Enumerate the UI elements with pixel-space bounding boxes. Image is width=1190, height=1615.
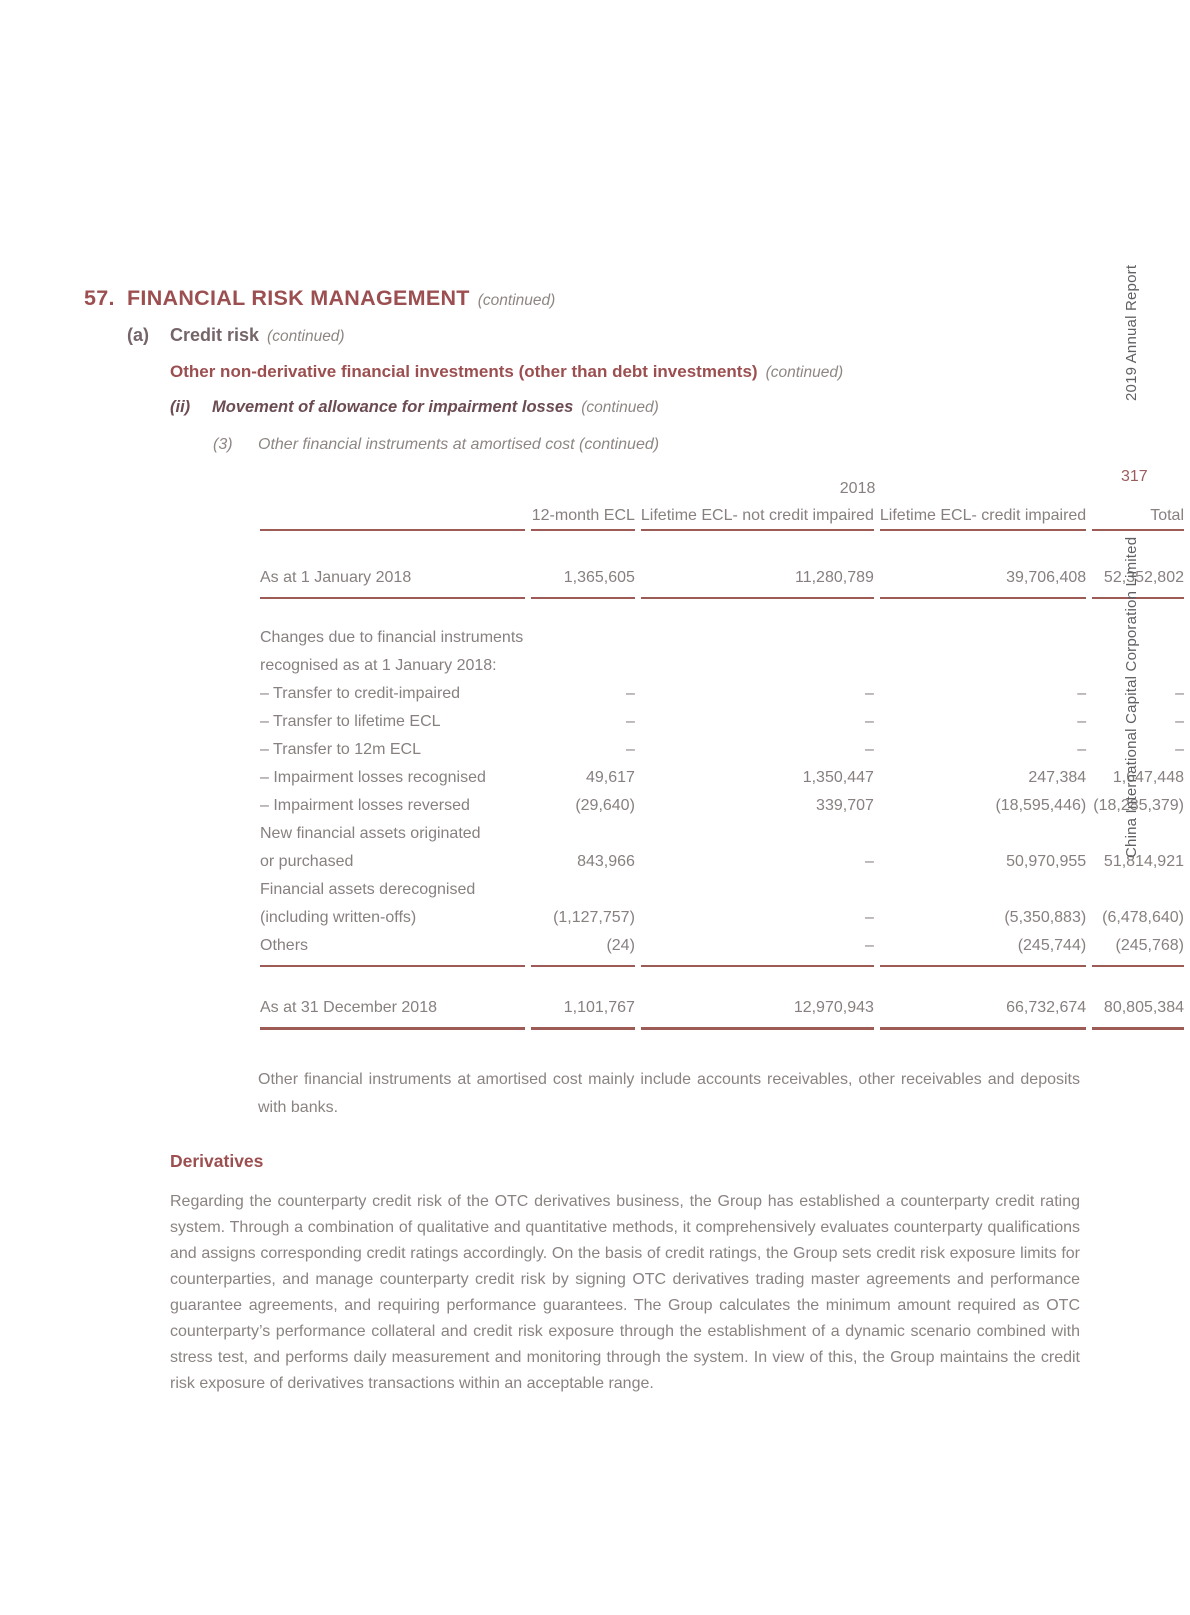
table-row bbox=[260, 623, 1184, 651]
row-label: or purchased bbox=[260, 853, 354, 870]
movement-title: Movement of allowance for impairment losses bbox=[212, 398, 574, 416]
section-heading bbox=[84, 286, 1190, 311]
column-header: 12-month ECL bbox=[531, 502, 635, 531]
row-label: As at 1 January 2018 bbox=[260, 563, 525, 599]
instrument-number: (3) bbox=[213, 436, 233, 453]
table-row: or purchased 843,966 – 50,970,955 51,814,921 bbox=[260, 847, 1184, 875]
table-row: – Transfer to lifetime ECL – – – – bbox=[260, 707, 1184, 735]
table-row: (including written-offs) (1,127,757) – (5,350,883) (6,478,640) bbox=[260, 903, 1184, 931]
row-label: – Impairment losses reversed bbox=[260, 797, 470, 814]
cell: 52,352,802 bbox=[1092, 563, 1184, 599]
column-header: Lifetime ECL- not credit impaired bbox=[641, 502, 874, 531]
sidebar-company-name: China International Capital Corporation Limited bbox=[1123, 536, 1140, 858]
table-row bbox=[260, 819, 1184, 847]
cell: 39,706,408 bbox=[880, 563, 1086, 599]
year-label: 2018 bbox=[839, 480, 876, 497]
spacer-row bbox=[260, 531, 1184, 563]
movement-heading bbox=[170, 398, 1190, 417]
cell: 1,365,605 bbox=[531, 563, 635, 599]
page-number: 317 bbox=[1121, 468, 1148, 485]
row-label: As at 31 December 2018 bbox=[260, 993, 525, 1030]
continued-label: (continued) bbox=[765, 364, 844, 381]
row-label: New financial assets originated bbox=[260, 825, 481, 842]
table-row bbox=[260, 875, 1184, 903]
impairment-allowance-table bbox=[254, 474, 1190, 1030]
section-title: FINANCIAL RISK MANAGEMENT bbox=[127, 286, 470, 310]
row-label: – Impairment losses recognised bbox=[260, 769, 486, 786]
instrument-title: Other financial instruments at amortised cost (continued) bbox=[258, 436, 660, 453]
topic-heading-non-derivative bbox=[170, 362, 1190, 382]
subsection-title: Credit risk bbox=[170, 325, 260, 345]
table-row: – Impairment losses recognised 49,617 1,350,447 247,384 1,647,448 bbox=[260, 763, 1184, 791]
continued-label: (continued) bbox=[581, 399, 659, 416]
cell: 11,280,789 bbox=[641, 563, 874, 599]
row-label: (including written-offs) bbox=[260, 909, 417, 926]
row-label: – Transfer to 12m ECL bbox=[260, 741, 421, 758]
derivatives-heading: Derivatives bbox=[170, 1151, 264, 1171]
movement-number: (ii) bbox=[170, 398, 191, 416]
table-row bbox=[260, 651, 1184, 679]
table-row: – Transfer to credit-impaired – – – – bbox=[260, 679, 1184, 707]
year-row bbox=[260, 474, 1184, 502]
spacer-row bbox=[260, 599, 1184, 623]
row-label: Changes due to financial instruments bbox=[260, 629, 524, 646]
subsection-letter: (a) bbox=[127, 325, 149, 345]
column-header: Lifetime ECL- credit impaired bbox=[880, 502, 1086, 531]
table-row: Others (24) – (245,744) (245,768) bbox=[260, 931, 1184, 967]
amortised-cost-note: Other financial instruments at amortised cost mainly include accounts receivables, other receivables and deposits with banks. bbox=[258, 1071, 1080, 1116]
spacer-row bbox=[260, 967, 1184, 993]
table-row bbox=[260, 563, 1184, 599]
derivatives-paragraph: Regarding the counterparty credit risk of the OTC derivatives business, the Group has established a counterparty credit rating system. Through a combination of qualitative and quantitative methods, it comprehensively evaluates counterparty qualifications and assigns corresponding credit ratings accordingly. On the basis of credit ratings, the Group sets credit risk exposure limits for counterparties, and manage counterparty credit risk by signing OTC derivatives trading master agreements and performance guarantee agreements, and requiring performance guarantees. The Group calculates the minimum amount required as OTC counterparty’s performance collateral and credit risk exposure through the establishment of a dynamic scenario combined with stress test, and performs daily measurement and monitoring through the system. In view of this, the Group maintains the credit risk exposure of derivatives transactions within an acceptable range. bbox=[170, 1193, 1080, 1392]
continued-label: (continued) bbox=[267, 328, 345, 345]
table-row: – Impairment losses reversed (29,640) 339,707 (18,595,446) (18,285,379) bbox=[260, 791, 1184, 819]
topic-title: Other non-derivative financial investments (other than debt investments) bbox=[170, 362, 758, 381]
column-header: Total bbox=[1092, 502, 1184, 531]
row-label: Others bbox=[260, 931, 525, 967]
subsection-heading-credit-risk bbox=[127, 325, 1190, 346]
row-label: – Transfer to credit-impaired bbox=[260, 685, 461, 702]
continued-label: (continued) bbox=[477, 292, 556, 309]
row-label: Financial assets derecognised bbox=[260, 881, 476, 898]
row-label: – Transfer to lifetime ECL bbox=[260, 713, 441, 730]
instrument-heading bbox=[213, 436, 1190, 454]
sidebar-report-title: 2019 Annual Report bbox=[1123, 264, 1140, 401]
table-row-closing: As at 31 December 2018 1,101,767 12,970,943 66,732,674 80,805,384 bbox=[260, 993, 1184, 1030]
column-header-row bbox=[260, 502, 1184, 531]
table-row: – Transfer to 12m ECL – – – – bbox=[260, 735, 1184, 763]
section-number: 57. bbox=[84, 286, 115, 310]
row-label: recognised as at 1 January 2018: bbox=[260, 657, 497, 674]
